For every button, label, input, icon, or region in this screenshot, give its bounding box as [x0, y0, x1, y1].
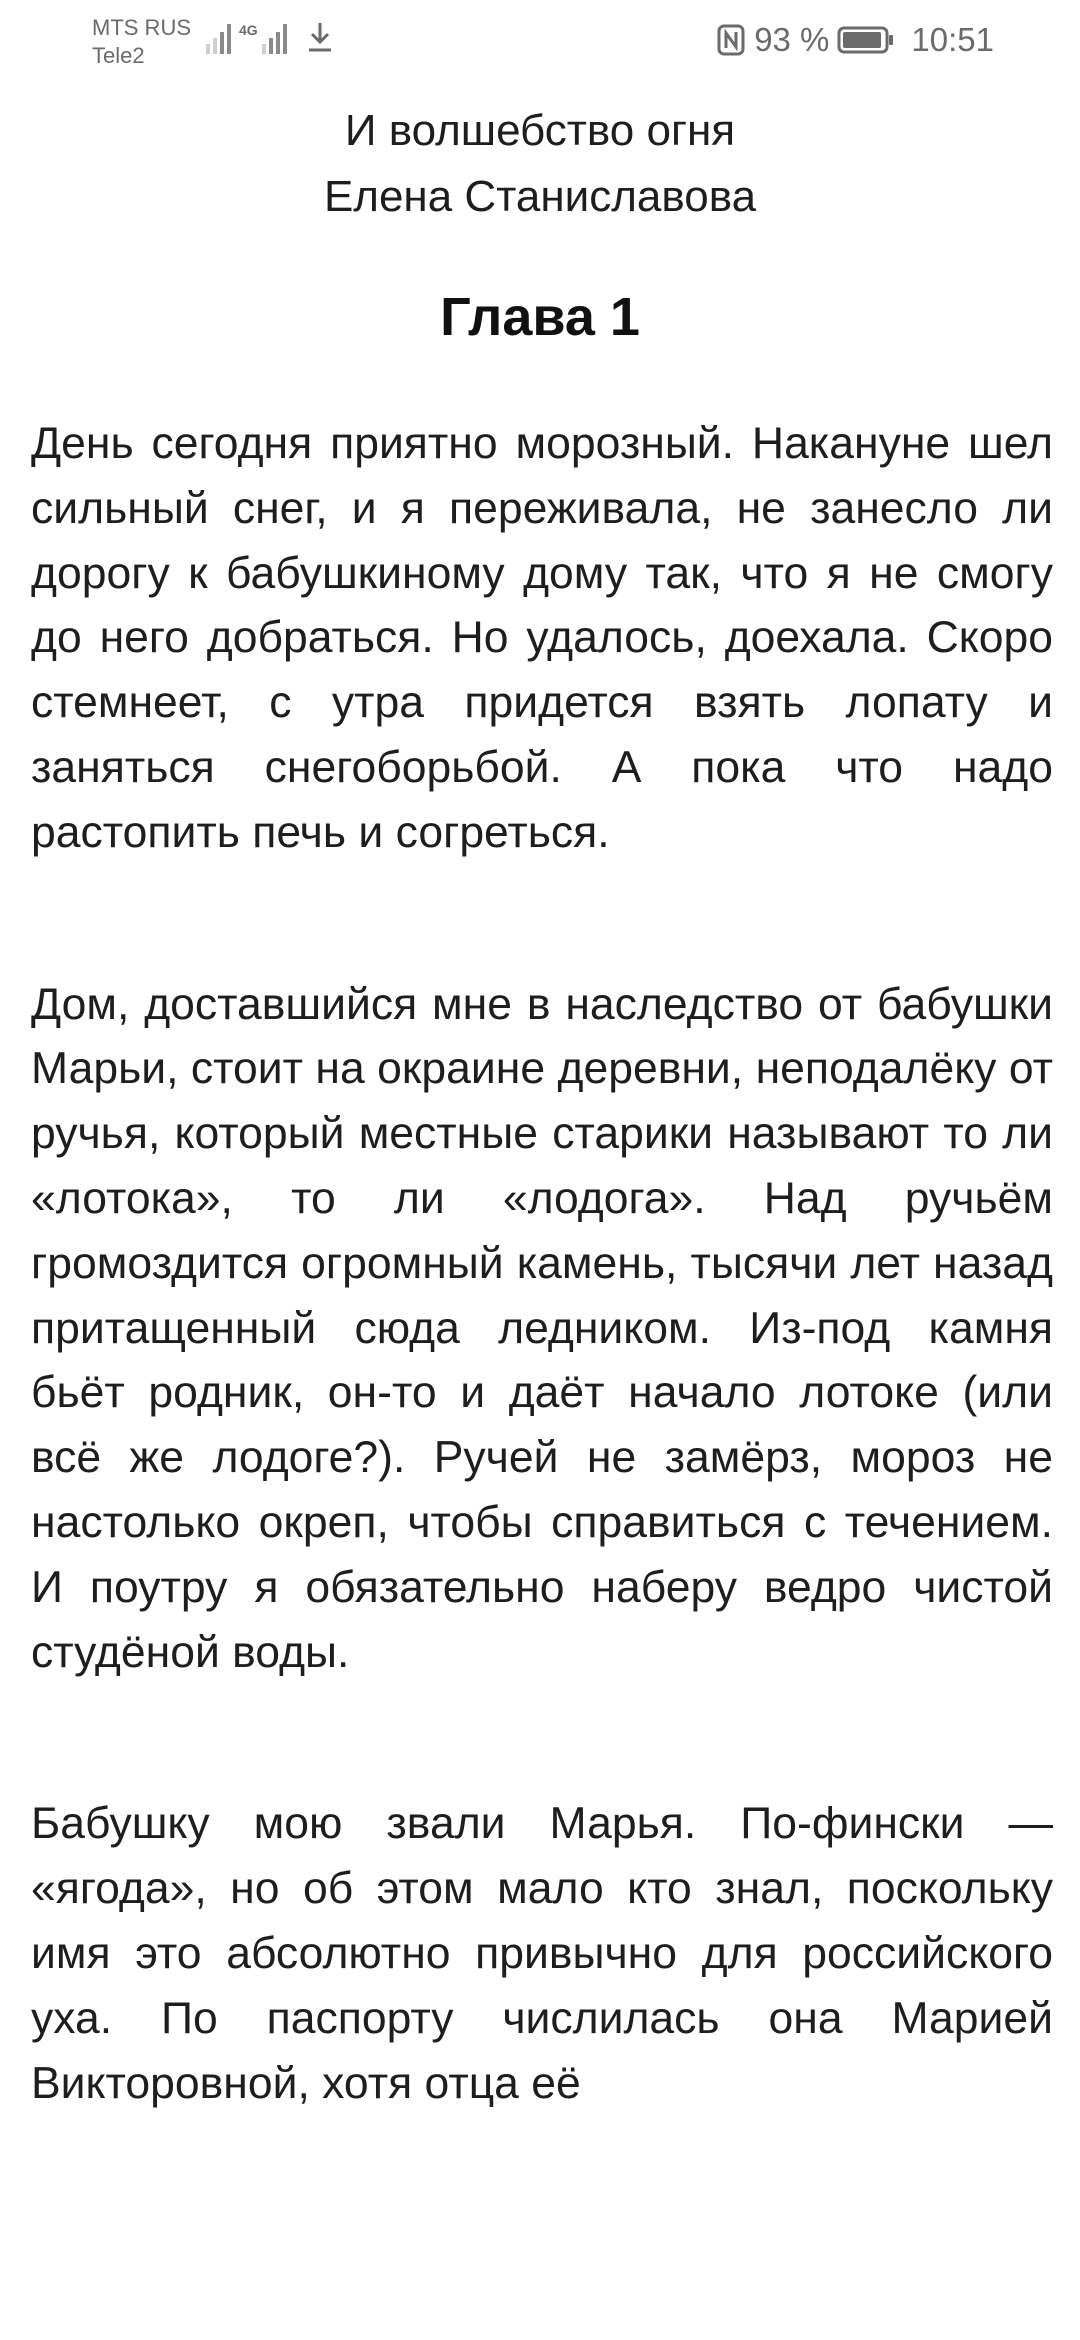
paragraph-3: Бабушку мою звали Марья. По-фински — «ягода», но об этом мало кто знал, поскольку имя это абсолютно привычно для российского уха. По паспорту числилась она Марией Викторовной, хотя отца её	[31, 1799, 1053, 2108]
paragraph-1: День сегодня приятно морозный. Накануне шел сильный снег, и я переживала, не занесло ли дорогу к бабушкиному дому так, что я не смогу до него добраться. Но удалось, доехала. Скоро стемнеет, с утра придется взять лопату и заняться снегоборьбой. А пока что надо растопить печь и согреться.	[31, 419, 1053, 857]
paragraph-2: Дом, доставшийся мне в наследство от бабушки Марьи, стоит на окраине деревни, неподалёку от ручья, который местные старики называют то ли «лотока», то ли «лодога». Над ручьём громоздится огромный камень, тысячи лет назад притащенный сюда ледником. Из-под камня бьёт родник, он-то и даёт начало лотоке (или всё же лодоге?). Ручей не замёрз, мороз не настолько окреп, чтобы справиться с течением. И поутру я обязательно наберу ведро чистой студёной воды.	[31, 979, 1053, 1677]
battery-icon	[837, 25, 895, 55]
download-icon	[305, 20, 335, 54]
status-bar	[0, 0, 1080, 80]
carrier-1: MTS RUS	[92, 15, 191, 40]
nfc-icon	[716, 23, 746, 57]
signal-bars-icon	[206, 20, 231, 54]
battery-percent: 93 %	[754, 21, 830, 58]
status-right	[716, 20, 994, 60]
reader-text[interactable]	[31, 412, 1053, 2223]
network-type-label: 4G	[239, 22, 258, 38]
book-header	[0, 98, 1080, 230]
book-author: Елена Станиславова	[323, 172, 757, 221]
book-title: И волшебство огня	[344, 106, 736, 155]
carrier-2: Tele2	[92, 43, 145, 68]
carrier-names	[92, 14, 191, 70]
signal-bars-icon	[262, 20, 287, 54]
status-left-icons	[206, 20, 335, 54]
chapter-title: Глава 1	[440, 287, 640, 347]
clock-time: 10:51	[911, 21, 994, 58]
